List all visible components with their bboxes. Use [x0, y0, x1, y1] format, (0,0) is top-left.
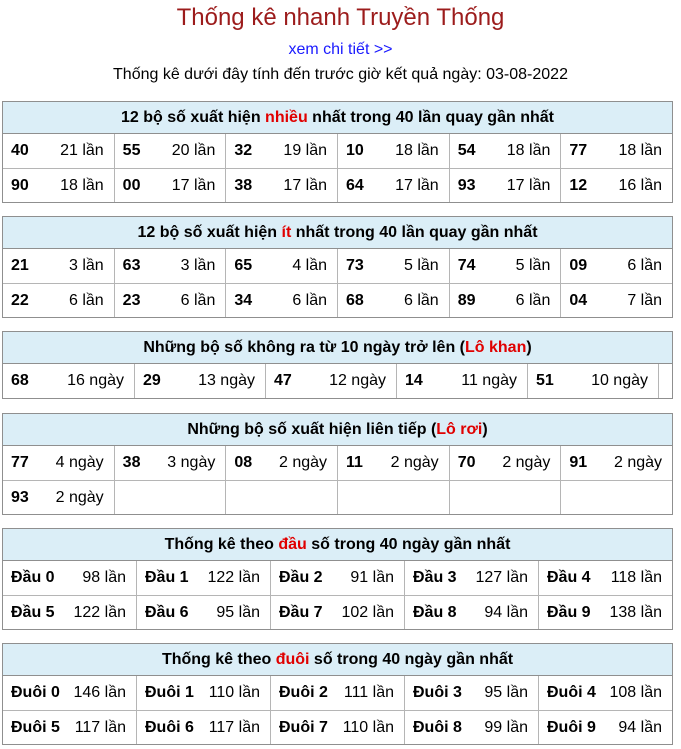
count: 11 ngày [461, 372, 517, 389]
count: 10 ngày [591, 372, 648, 389]
count: 16 ngày [67, 372, 124, 389]
number: Đuôi 4 [547, 684, 596, 701]
count: 16 lần [618, 176, 663, 194]
table-row [3, 595, 672, 629]
stat-cell [449, 134, 561, 168]
table-row [3, 168, 672, 202]
stat-cell [3, 561, 136, 595]
number: 63 [122, 257, 141, 274]
stat-cell [270, 676, 404, 710]
stat-cell [449, 169, 561, 202]
count: 122 lần [207, 569, 260, 586]
stat-cell [136, 711, 270, 744]
stat-cell [396, 364, 527, 398]
least-frequent-header [3, 217, 672, 249]
stat-cell [136, 676, 270, 710]
count: 17 lần [283, 176, 328, 194]
count: 99 lần [484, 718, 528, 736]
number: 34 [234, 291, 253, 309]
count: 95 lần [484, 684, 528, 701]
stat-cell [404, 596, 538, 629]
header-text: ) [482, 421, 488, 438]
count: 117 lần [208, 718, 260, 736]
header-highlight: Lô khan [465, 339, 527, 356]
table-row [3, 364, 672, 398]
count: 110 lần [208, 684, 260, 701]
number: 32 [234, 142, 253, 159]
count: 3 ngày [167, 454, 216, 471]
table-row [3, 561, 672, 595]
number: Đầu 5 [11, 603, 55, 621]
stat-cell [404, 561, 538, 595]
stat-cell [114, 249, 226, 283]
count: 17 lần [395, 176, 439, 194]
count: 4 lần [292, 257, 328, 274]
stat-cell [225, 134, 337, 168]
count: 95 lần [216, 603, 260, 621]
number: Đầu 1 [145, 569, 189, 586]
count: 102 lần [341, 603, 394, 621]
most-frequent-header [3, 102, 672, 134]
table-row [3, 249, 672, 283]
stat-cell [560, 134, 672, 168]
stat-cell [337, 446, 449, 480]
number: Đầu 0 [11, 569, 55, 586]
lo-roi-header [3, 414, 672, 446]
number: 90 [11, 176, 29, 194]
stat-cell [449, 446, 561, 480]
stat-cell [404, 676, 538, 710]
count: 91 lần [350, 569, 394, 586]
stat-cell [225, 446, 337, 480]
header-highlight: ít [281, 224, 292, 241]
stat-cell [136, 561, 270, 595]
count: 98 lần [82, 569, 126, 586]
stat-cell [136, 596, 270, 629]
number: 11 [346, 454, 363, 471]
number: 89 [457, 291, 476, 309]
count: 110 lần [342, 718, 394, 736]
count: 21 lần [60, 142, 104, 159]
number: 10 [346, 142, 364, 159]
count: 2 ngày [390, 454, 439, 471]
number: Đuôi 5 [11, 718, 60, 736]
stat-cell [114, 284, 226, 317]
number: 00 [122, 176, 141, 194]
count: 6 lần [292, 291, 328, 309]
header-text: 12 bộ số xuất hiện [121, 109, 266, 126]
dau-table [2, 528, 673, 630]
count: 111 lần [343, 684, 394, 701]
number: Đuôi 1 [145, 684, 194, 701]
header-highlight: Lô rơi [436, 421, 483, 438]
stat-cell [225, 249, 337, 283]
empty-cell [225, 481, 337, 514]
number: 74 [457, 257, 476, 274]
duoi-table [2, 643, 673, 745]
header-text: Thống kê theo [164, 536, 279, 553]
stat-cell [225, 284, 337, 317]
table-row [3, 446, 672, 480]
empty-cell [337, 481, 449, 514]
count: 118 lần [610, 569, 662, 586]
stat-cell [3, 134, 114, 168]
stat-cell [449, 284, 561, 317]
count: 6 lần [403, 291, 439, 309]
count: 5 lần [515, 257, 551, 274]
count: 13 ngày [198, 372, 255, 389]
number: 55 [122, 142, 141, 159]
number: 93 [11, 488, 29, 506]
stat-cell [270, 561, 404, 595]
count: 94 lần [484, 603, 528, 621]
empty-cell [658, 364, 678, 398]
number: 93 [457, 176, 476, 194]
stat-cell [114, 446, 226, 480]
number: Đuôi 7 [279, 718, 328, 736]
least-frequent-table [2, 216, 673, 318]
stat-cell [538, 561, 672, 595]
header-text: Thống kê theo [161, 651, 276, 668]
page-title: Thống kê nhanh Truyền Thống [176, 4, 505, 31]
number: 40 [11, 142, 29, 159]
stat-cell [337, 134, 449, 168]
count: 18 lần [506, 142, 551, 159]
stat-cell [134, 364, 265, 398]
count: 12 ngày [329, 372, 386, 389]
count: 18 lần [618, 142, 663, 159]
number: 38 [234, 176, 253, 194]
count: 146 lần [73, 684, 126, 701]
number: Đầu 7 [279, 603, 323, 621]
stat-cell [527, 364, 658, 398]
header-highlight: nhiều [265, 109, 308, 126]
number: 12 [569, 176, 588, 194]
count: 5 lần [403, 257, 439, 274]
stat-cell [337, 249, 449, 283]
header-text: ) [526, 339, 532, 356]
stat-cell [3, 446, 114, 480]
count: 127 lần [475, 569, 528, 586]
number: 51 [536, 372, 554, 389]
stat-cell [114, 169, 226, 202]
number: 23 [122, 291, 141, 309]
number: 38 [122, 454, 141, 471]
stat-cell [3, 364, 134, 398]
count: 117 lần [74, 718, 126, 736]
stat-cell [560, 249, 672, 283]
count: 2 ngày [613, 454, 663, 471]
header-text: số trong 40 ngày gần nhất [309, 651, 514, 668]
lo-khan-table [2, 331, 673, 399]
number: Đuôi 0 [11, 684, 60, 701]
count: 19 lần [283, 142, 328, 159]
count: 2 ngày [502, 454, 551, 471]
stat-cell [3, 249, 114, 283]
number: 04 [569, 291, 588, 309]
count: 108 lần [609, 684, 662, 701]
lo-khan-header [3, 332, 672, 364]
detail-link[interactable]: xem chi tiết >> [288, 41, 393, 58]
number: 91 [569, 454, 588, 471]
table-row [3, 134, 672, 168]
number: Đuôi 9 [547, 718, 596, 736]
stat-cell [114, 134, 226, 168]
dau-header [3, 529, 672, 561]
count: 6 lần [627, 257, 663, 274]
number: Đầu 8 [413, 603, 457, 621]
number: 47 [274, 372, 292, 389]
stat-cell [3, 676, 136, 710]
count: 122 lần [73, 603, 126, 621]
header-text: Những bộ số xuất hiện liên tiếp ( [187, 421, 437, 438]
number: 70 [457, 454, 476, 471]
number: Đuôi 6 [145, 718, 194, 736]
header-text: 12 bộ số xuất hiện [137, 224, 282, 241]
table-row [3, 480, 672, 514]
header-highlight: đuôi [275, 651, 310, 668]
count: 6 lần [68, 291, 104, 309]
header-text: nhất trong 40 lần quay gần nhất [291, 224, 538, 241]
count: 94 lần [618, 718, 662, 736]
table-row [3, 283, 672, 317]
count: 2 ngày [278, 454, 328, 471]
number: Đầu 9 [547, 603, 591, 621]
empty-cell [560, 481, 672, 514]
stat-cell [560, 446, 672, 480]
count: 138 lần [609, 603, 662, 621]
stat-cell [270, 596, 404, 629]
duoi-header [3, 644, 672, 676]
number: 65 [234, 257, 253, 274]
number: 22 [11, 291, 29, 309]
number: Đuôi 3 [413, 684, 462, 701]
stat-cell [404, 711, 538, 744]
number: 14 [405, 372, 423, 389]
page-subtitle: Thống kê dưới đây tính đến trước giờ kết quả ngày: 03-08-2022 [113, 66, 568, 83]
count: 7 lần [627, 291, 663, 309]
stat-cell [449, 249, 561, 283]
stat-cell [3, 284, 114, 317]
stat-cell [560, 284, 672, 317]
number: Đầu 3 [413, 569, 457, 586]
number: 29 [143, 372, 161, 389]
number: 64 [346, 176, 364, 194]
lo-roi-table [2, 413, 673, 515]
empty-cell [114, 481, 226, 514]
header-text: số trong 40 ngày gần nhất [306, 536, 511, 553]
header-text: nhất trong 40 lần quay gần nhất [307, 109, 554, 126]
stat-cell [538, 676, 672, 710]
count: 18 lần [395, 142, 439, 159]
table-row [3, 710, 672, 744]
count: 17 lần [506, 176, 551, 194]
number: 09 [569, 257, 588, 274]
stat-cell [560, 169, 672, 202]
number: 68 [11, 372, 29, 389]
count: 2 ngày [55, 488, 104, 506]
header-highlight: đầu [278, 536, 307, 553]
number: 77 [11, 454, 29, 471]
count: 4 ngày [55, 454, 104, 471]
count: 6 lần [515, 291, 551, 309]
number: Đầu 6 [145, 603, 189, 621]
stat-cell [3, 481, 114, 514]
count: 20 lần [171, 142, 216, 159]
stat-cell [3, 711, 136, 744]
stat-cell [265, 364, 396, 398]
stat-cell [270, 711, 404, 744]
stat-cell [337, 169, 449, 202]
most-frequent-table [2, 101, 673, 203]
count: 3 lần [68, 257, 104, 274]
count: 18 lần [60, 176, 104, 194]
count: 17 lần [171, 176, 216, 194]
number: 54 [457, 142, 476, 159]
number: 21 [11, 257, 29, 274]
table-row [3, 676, 672, 710]
number: 77 [569, 142, 588, 159]
empty-cell [449, 481, 561, 514]
number: Đầu 2 [279, 569, 323, 586]
stat-cell [225, 169, 337, 202]
stat-cell [3, 169, 114, 202]
count: 3 lần [180, 257, 216, 274]
stat-cell [3, 596, 136, 629]
stat-cell [538, 596, 672, 629]
stat-cell [538, 711, 672, 744]
header-text: Những bộ số không ra từ 10 ngày trở lên ( [143, 339, 465, 356]
number: 08 [234, 454, 253, 471]
number: Đuôi 2 [279, 684, 328, 701]
number: 68 [346, 291, 364, 309]
count: 6 lần [180, 291, 216, 309]
number: Đuôi 8 [413, 718, 462, 736]
number: Đầu 4 [547, 569, 591, 586]
stat-cell [337, 284, 449, 317]
number: 73 [346, 257, 364, 274]
